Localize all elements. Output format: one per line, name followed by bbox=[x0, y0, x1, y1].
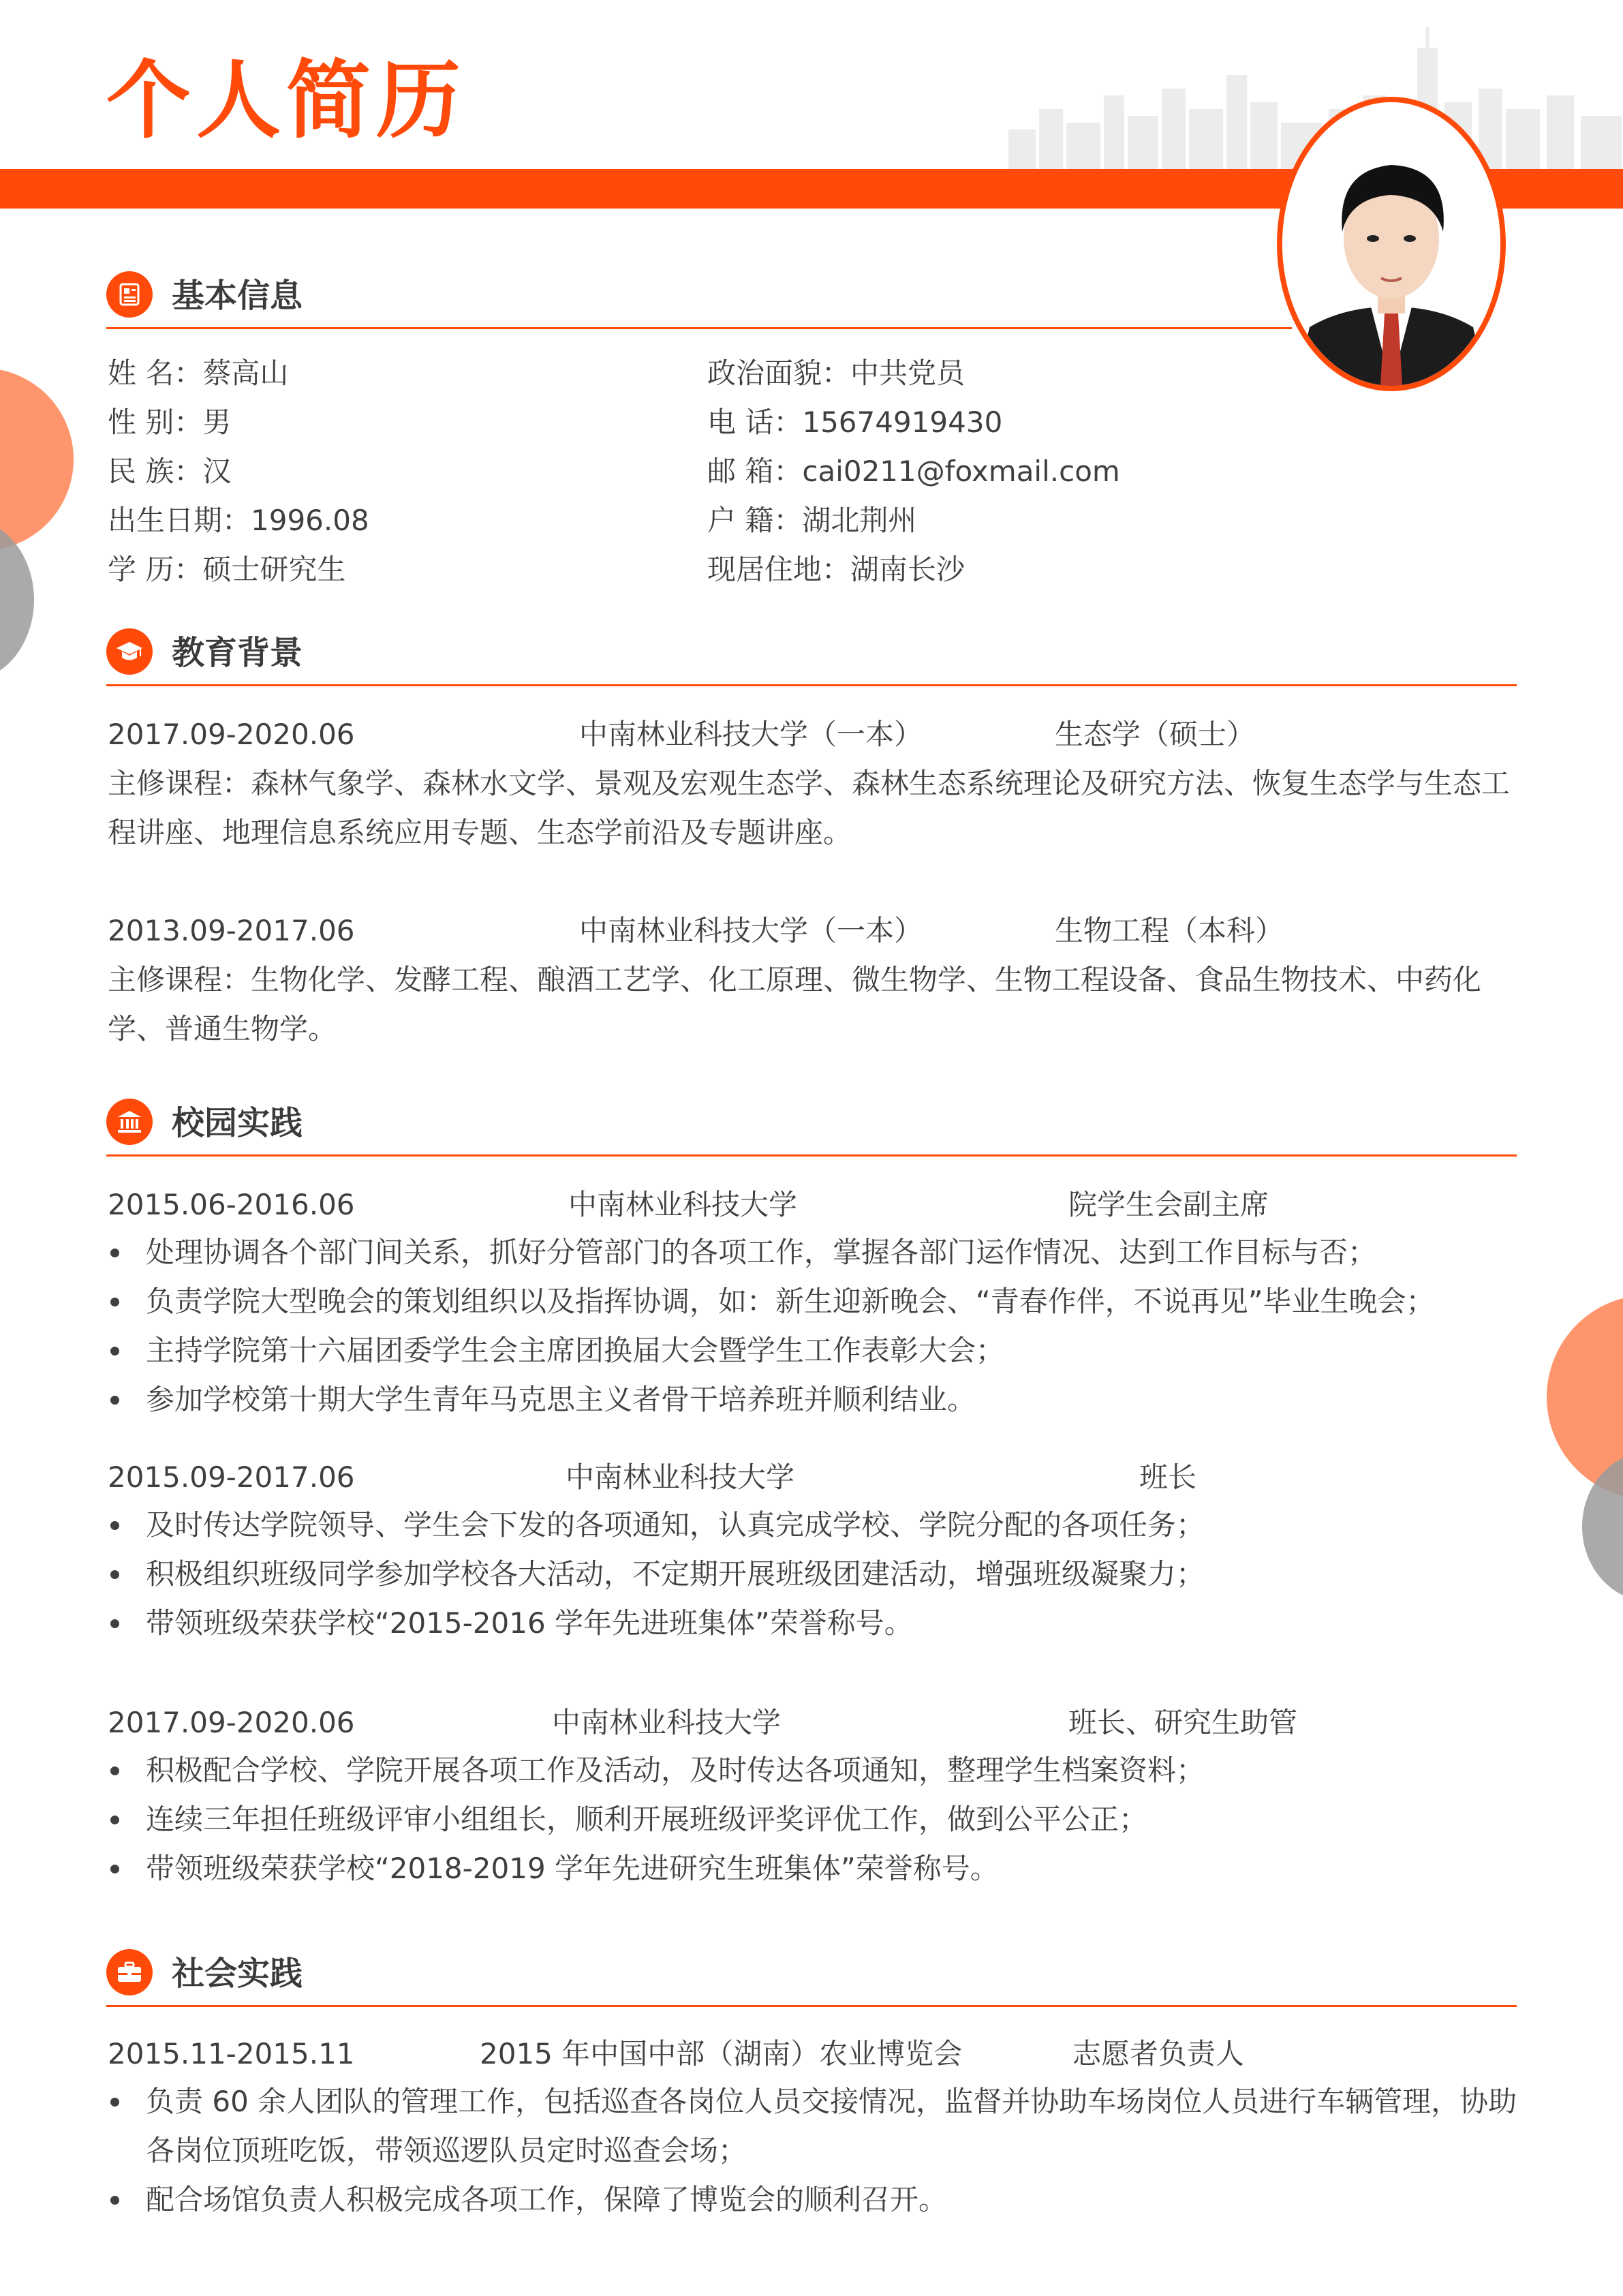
info-residence: 现居住地：湖南长沙 bbox=[707, 553, 965, 586]
campus-org: 中南林业科技大学 bbox=[568, 1188, 798, 1221]
list-item: 配合场馆负责人积极完成各项工作，保障了博览会的顺利召开。 bbox=[108, 2175, 1518, 2224]
campus-role: 院学生会副主席 bbox=[1068, 1188, 1269, 1221]
campus-role: 班长 bbox=[1139, 1460, 1197, 1494]
list-item: 负责学院大型晚会的策划组织以及指挥协调，如：新生迎新晚会、“青春作伴，不说再见”毕业生晚会； bbox=[108, 1277, 1518, 1326]
avatar bbox=[1282, 102, 1500, 386]
list-item: 负责 60 余人团队的管理工作，包括巡查各岗位人员交接情况，监督并协助车场岗位人员进行车辆管理，协助各岗位顶班吃饭，带领巡逻队员定时巡查会场； bbox=[108, 2077, 1518, 2175]
info-political: 政治面貌：中共党员 bbox=[707, 356, 965, 390]
edu-major: 生态学（硕士） bbox=[1055, 718, 1256, 751]
graduation-cap-icon bbox=[106, 628, 153, 675]
info-hometown: 户 籍：湖北荆州 bbox=[707, 504, 917, 537]
campus-role: 班长、研究生助管 bbox=[1068, 1706, 1298, 1739]
list-item: 积极组织班级同学参加学校各大活动，不定期开展班级团建活动，增强班级凝聚力； bbox=[108, 1550, 1518, 1599]
info-ethnicity: 民 族：汉 bbox=[108, 455, 232, 488]
decor-circle-orange bbox=[0, 368, 74, 551]
info-phone: 电 话：15674919430 bbox=[707, 405, 1003, 439]
social-role: 志愿者负责人 bbox=[1072, 2037, 1245, 2070]
institution-icon bbox=[106, 1099, 153, 1145]
list-item: 带领班级荣获学校“2018-2019 学年先进研究生班集体”荣誉称号。 bbox=[108, 1844, 1518, 1893]
section-divider bbox=[106, 684, 1517, 686]
section-divider bbox=[106, 2005, 1517, 2007]
info-email: 邮 箱：cai0211@foxmail.com bbox=[707, 455, 1120, 488]
edu-courses: 主修课程：森林气象学、森林水文学、景观及宏观生态学、森林生态系统理论及研究方法、恢复生态学与生态工程讲座、地理信息系统应用专题、生态学前沿及专题讲座。 bbox=[108, 767, 1511, 849]
edu-school: 中南林业科技大学（一本） bbox=[579, 914, 923, 947]
list-item: 连续三年担任班级评审小组组长，顺利开展班级评奖评优工作，做到公平公正； bbox=[108, 1795, 1518, 1844]
campus-date: 2015.06-2016.06 bbox=[108, 1188, 355, 1221]
list-item: 处理协调各个部门间关系，抓好分管部门的各项工作，掌握各部门运作情况、达到工作目标与否； bbox=[108, 1228, 1518, 1277]
list-item: 及时传达学院领导、学生会下发的各项通知，认真完成学校、学院分配的各项任务； bbox=[108, 1501, 1518, 1550]
edu-date: 2017.09-2020.06 bbox=[108, 718, 355, 751]
section-divider bbox=[106, 327, 1292, 329]
social-date: 2015.11-2015.11 bbox=[108, 2037, 355, 2070]
info-degree: 学 历：硕士研究生 bbox=[108, 553, 346, 586]
list-item: 带领班级荣获学校“2015-2016 学年先进班集体”荣誉称号。 bbox=[108, 1599, 1518, 1648]
campus-date: 2015.09-2017.06 bbox=[108, 1460, 355, 1494]
edu-major: 生物工程（本科） bbox=[1055, 914, 1284, 947]
list-item: 参加学校第十期大学生青年马克思主义者骨干培养班并顺利结业。 bbox=[108, 1375, 1518, 1424]
campus-org: 中南林业科技大学 bbox=[552, 1706, 782, 1739]
edu-date: 2013.09-2017.06 bbox=[108, 914, 355, 947]
section-title: 社会实践 bbox=[172, 1955, 303, 1993]
section-title: 教育背景 bbox=[172, 634, 303, 672]
info-name: 姓 名：蔡高山 bbox=[108, 356, 289, 390]
edu-school: 中南林业科技大学（一本） bbox=[579, 718, 923, 751]
campus-date: 2017.09-2020.06 bbox=[108, 1706, 355, 1739]
section-divider bbox=[106, 1154, 1517, 1157]
social-org: 2015 年中国中部（湖南）农业博览会 bbox=[480, 2037, 963, 2070]
campus-org: 中南林业科技大学 bbox=[566, 1460, 795, 1494]
edu-courses: 主修课程：生物化学、发酵工程、酿酒工艺学、化工原理、微生物学、生物工程设备、食品生物技术、中药化学、普通生物学。 bbox=[108, 963, 1482, 1045]
id-card-icon bbox=[106, 271, 153, 318]
section-title: 校园实践 bbox=[172, 1104, 303, 1142]
briefcase-icon bbox=[106, 1949, 153, 1995]
list-item: 主持学院第十六届团委学生会主席团换届大会暨学生工作表彰大会； bbox=[108, 1326, 1518, 1375]
section-title: 基本信息 bbox=[172, 277, 303, 315]
info-gender: 性 别：男 bbox=[108, 405, 232, 439]
info-birth: 出生日期：1996.08 bbox=[108, 504, 369, 537]
page-title: 个人简历 bbox=[106, 52, 467, 150]
list-item: 积极配合学校、学院开展各项工作及活动，及时传达各项通知，整理学生档案资料； bbox=[108, 1746, 1518, 1795]
profile-photo bbox=[1277, 97, 1506, 391]
